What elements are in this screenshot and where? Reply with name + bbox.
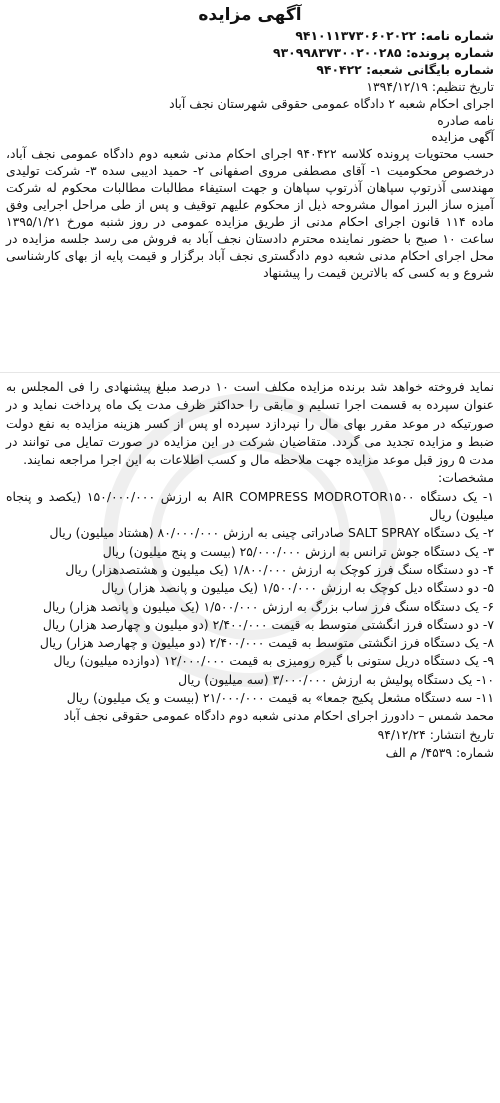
notice-body-section: [6, 378, 494, 762]
list-item: ۱۱- سه دستگاه مشعل پکیج جمعا» به قیمت ۲۱/۰۰۰/۰۰۰ (بیست و یک میلیون) ریال: [66, 690, 494, 706]
signature-line: محمد شمس – دادورز اجرای احکام مدنی شعبه دوم دادگاه عمومی حقوقی نجف آباد: [63, 708, 494, 724]
list-item: ۷- دو دستگاه فرز انگشتی متوسط به قیمت ۲/۴۰۰/۰۰۰ (دو میلیون و چهارصد هزار) ریال: [42, 616, 494, 632]
list-item: ۵- دو دستگاه دیل کوچک به ارزش ۱/۵۰۰/۰۰۰ (یک میلیون و پانصد هزار) ریال: [101, 580, 494, 596]
issued-letter-label: نامه صادره: [437, 112, 494, 128]
notice-subtitle: آگهی مزایده: [431, 129, 494, 145]
case-number: شماره پرونده: ۹۳۰۹۹۸۳۷۳۰۰۲۰۰۲۸۵: [273, 44, 494, 60]
notice-header-section: [6, 4, 494, 282]
list-item: ۹- یک دستگاه دریل ستونی با گیره رومیزی به قیمت ۱۲/۰۰۰/۰۰۰ (دوازده میلیون) ریال: [53, 653, 494, 669]
list-item: ۳- یک دستگاه جوش ترانس به ارزش ۲۵/۰۰۰/۰۰۰ (بیست و پنج میلیون) ریال: [102, 543, 494, 559]
notice-terms-paragraph: نماید فروخته خواهد شد برنده مزایده مکلف است ۱۰ درصد مبلغ پیشنهادی را فی المجلس به عنوان سپرده به قسمت اجرا تسلیم و مابقی را حداکثر ظرف مدت یک ماه پرداخت نماید و در صورتیکه در موعد مقرر بهای مال را نپردازد سپرده او پس از کسر هزینه مزایده به نفع دولت ضبط و مزایده تجدید می گردد. متقاضیان شرکت در این مزایده در صورت تمایل می توانند در مدت ۵ روز قبل موعد مزایده جهت ملاحظه مال و کسب اطلاعات به این اجرا مراجعه نمایند.: [6, 379, 494, 468]
court-name: اجرای احکام شعبه ۲ دادگاه عمومی حقوقی شهرستان نجف آباد: [169, 95, 494, 111]
publish-date: تاریخ انتشار: ۹۴/۱۲/۲۴: [377, 726, 494, 742]
items-list: [6, 488, 494, 708]
notice-number: شماره: ۴۵۳۹/ م الف: [385, 744, 494, 760]
list-item: ۴- دو دستگاه سنگ فرز کوچک به ارزش ۱/۸۰۰/۰۰۰ (یک میلیون و هشتصدهزار) ریال: [65, 561, 494, 577]
letter-number: شماره نامه: ۹۴۱۰۱۱۳۷۳۰۶۰۲۰۲۲: [295, 28, 494, 43]
notice-title: آگهی مزایده: [198, 5, 302, 25]
notice-paragraph: حسب محتویات پرونده کلاسه ۹۴۰۴۲۲ اجرای احکام مدنی شعبه دوم دادگاه عمومی نجف آباد، درخصوص محکومیت ۱- آقای مصطفی مروی اصفهانی ۲- حمید ادیبی سده ۳- شرکت تولیدی مهندسی آذرتوپ سپاهان آذرتوپ سپاهان و جهت استیفاء مطالبات مطالبات محکوم له شرکت آمیزه ساز البرز اموال مشروحه ذیل از محکوم علیهم توقیف و پس از طی مراحل اجرایی وفق ماده ۱۱۴ قانون اجرای احکام مدنی از طریق مزایده عمومی در روز شنبه مورخ ۱۳۹۵/۱/۲۱ ساعت ۱۰ صبح با حضور نماینده محترم دادستان نجف آباد به فروش می رسد جلسه مزایده در محل اجرای احکام مدنی شعبه دوم دادگستری نجف آباد برگزار و قیمت پایه از بهای کارشناسی شروع و به کسی که بالاترین قیمت را پیشنهاد: [6, 146, 495, 280]
specs-label: مشخصات:: [437, 470, 494, 486]
list-item: ۸- یک دستگاه فرز انگشتی متوسط به قیمت ۲/۴۰۰/۰۰۰ (دو میلیون و چهارصد هزار) ریال: [39, 635, 494, 651]
list-item: ۲- یک دستگاه SALT SPRAY صادراتی چینی به ارزش ۸۰/۰۰۰/۰۰۰ (هشتاد میلیون) ریال: [49, 525, 494, 541]
list-item: ۱۰- یک دستگاه پولیش به ارزش ۳/۰۰۰/۰۰۰ (سه میلیون) ریال: [178, 671, 494, 687]
list-item: ۶- یک دستگاه سنگ فرز ساب بزرگ به ارزش ۱/۵۰۰/۰۰۰ (یک میلیون و پانصد هزار) ریال: [42, 598, 494, 614]
issue-date: تاریخ تنظیم: ۱۳۹۴/۱۲/۱۹: [366, 78, 494, 94]
list-item: ۱- یک دستگاه AIR COMPRESS MODROTOR۱۵۰۰ به ارزش ۱۵۰/۰۰۰/۰۰۰ (یکصد و پنجاه میلیون) ریال: [6, 488, 494, 523]
archive-number: شماره بایگانی شعبه: ۹۴۰۴۲۲: [316, 61, 494, 77]
